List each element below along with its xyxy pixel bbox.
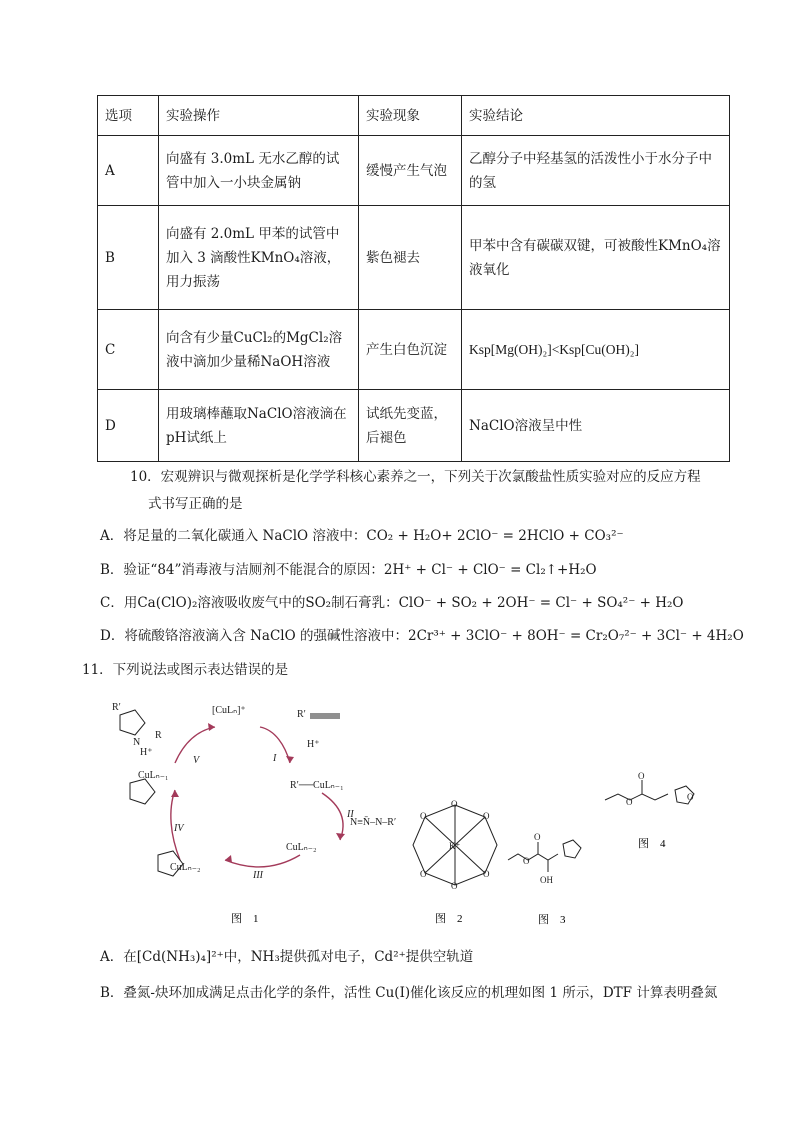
crown-oxygen: O xyxy=(420,811,427,821)
header-phenomenon: 实验现象 xyxy=(359,96,462,136)
q10-option-d: D．将硫酸铬溶液滴入含 NaClO 的强碱性溶液中：2Cr³⁺ + 3ClO⁻ + 8OH⁻ = Cr₂O₇²⁻ + 3Cl⁻ + 4H₂O xyxy=(100,628,744,644)
label-intermediate-4: CuLₙ₋₁ xyxy=(138,770,169,781)
table-row xyxy=(98,206,730,310)
fig3-carbonyl-oxygen: O xyxy=(534,832,541,842)
label-intermediate-3: CuLₙ₋₂ xyxy=(286,842,317,853)
row-conclusion: 乙醇分子中羟基氢的活泼性小于水分子中的氢 xyxy=(462,136,730,206)
crown-oxygen: O xyxy=(420,869,427,879)
q11-stem: 11．下列说法或图示表达错误的是 xyxy=(82,662,289,678)
step-i: I xyxy=(273,753,277,764)
potassium-ion: K⁺ xyxy=(449,841,461,851)
cycle-arrow-ii xyxy=(322,793,343,840)
row-operation: 向含有少量CuCl₂的MgCl₂溶液中滴加少量稀NaOH溶液 xyxy=(159,310,359,390)
fig4-carbonyl-oxygen: O xyxy=(638,771,645,781)
label-cu-complex: [CuLₙ]⁺ xyxy=(212,705,246,716)
label-cu-acetylide: R′──CuLₙ₋₁ xyxy=(290,780,344,791)
row-operation: 用玻璃棒蘸取NaClO溶液滴在pH试纸上 xyxy=(159,390,359,462)
label-h-plus-2: H⁺ xyxy=(140,747,153,758)
triazole-ring-product xyxy=(120,710,145,735)
row-conclusion: 甲苯中含有碳碳双键，可被酸性KMnO₄溶液氧化 xyxy=(462,206,730,310)
figure-4-molecule xyxy=(600,770,730,852)
figure-1-caption: 图 1 xyxy=(231,913,259,925)
label-h-plus-1: H⁺ xyxy=(307,739,320,750)
fig3-chain xyxy=(508,854,558,860)
header-conclusion: 实验结论 xyxy=(462,96,730,136)
fig3-furan xyxy=(563,840,581,858)
table-header-row xyxy=(98,96,730,136)
figure-3-caption: 图 3 xyxy=(538,914,566,926)
q10-option-a: A．将足量的二氧化碳通入 NaClO 溶液中：CO₂ + H₂O+ 2ClO⁻ = 2HClO + CO₃²⁻ xyxy=(100,528,624,544)
crown-oxygen: O xyxy=(483,869,490,879)
table-row xyxy=(98,136,730,206)
figure-3-molecule xyxy=(503,830,613,928)
step-v: V xyxy=(193,755,200,766)
figure-4-caption: 图 4 xyxy=(638,838,666,850)
row-operation: 向盛有 3.0mL 无水乙醇的试管中加入一小块金属钠 xyxy=(159,136,359,206)
triazole-ring-int4 xyxy=(130,779,155,804)
q10-stem-line1: 10．宏观辨识与微观探析是化学学科核心素养之一，下列关于次氯酸盐性质实验对应的反应方程 xyxy=(130,469,701,485)
step-ii: II xyxy=(347,809,354,820)
cycle-arrow-iii xyxy=(225,855,300,867)
row-conclusion: Ksp[Mg(OH)₂]<Ksp[Cu(OH)₂] xyxy=(462,310,730,390)
fig3-ester-oxygen: O xyxy=(523,856,530,866)
label-alkyne-r: R′ xyxy=(297,709,306,720)
table-row xyxy=(98,390,730,462)
row-operation: 向盛有 2.0mL 甲苯的试管中加入 3 滴酸性KMnO₄溶液，用力振荡 xyxy=(159,206,359,310)
step-iv: IV xyxy=(174,823,184,834)
row-option: C xyxy=(98,310,159,390)
row-option: B xyxy=(98,206,159,310)
row-option: D xyxy=(98,390,159,462)
q10-option-b: B．验证“84”消毒液与洁厕剂不能混合的原因：2H⁺ + Cl⁻ + ClO⁻ = Cl₂↑+H₂O xyxy=(100,562,597,578)
row-conclusion: NaClO溶液呈中性 xyxy=(462,390,730,462)
row-option: A xyxy=(98,136,159,206)
label-r-prime: R′ xyxy=(112,702,121,713)
q11-option-a: A．在[Cd(NH₃)₄]²⁺中，NH₃提供孤对电子，Cd²⁺提供空轨道 xyxy=(100,949,474,965)
label-r: R xyxy=(155,730,162,741)
row-phenomenon: 缓慢产生气泡 xyxy=(359,136,462,206)
fig3-hydroxyl: OH xyxy=(540,875,553,885)
experiment-table xyxy=(97,95,730,462)
q11-option-b: B．叠氮-炔环加成满足点击化学的条件，活性 Cu(I)催化该反应的机理如图 1 所示，DTF 计算表明叠氮 xyxy=(100,985,718,1001)
fig4-chain xyxy=(605,794,668,800)
header-option: 选项 xyxy=(98,96,159,136)
figure-2-crown-ether xyxy=(405,795,505,927)
figure-2-caption: 图 2 xyxy=(435,913,463,925)
label-azide: N≡N̄–N–R′ xyxy=(350,817,397,828)
table-row xyxy=(98,310,730,390)
label-n: N xyxy=(133,737,141,748)
crown-oxygen: O xyxy=(451,881,458,891)
header-operation: 实验操作 xyxy=(159,96,359,136)
row-phenomenon: 产生白色沉淀 xyxy=(359,310,462,390)
row-phenomenon: 试纸先变蓝，后褪色 xyxy=(359,390,462,462)
crown-oxygen: O xyxy=(483,811,490,821)
step-iii: III xyxy=(253,870,263,881)
q10-option-c: C．用Ca(ClO)₂溶液吸收废气中的SO₂制石膏乳：ClO⁻ + SO₂ + 2OH⁻ = Cl⁻ + SO₄²⁻ + H₂O xyxy=(100,595,684,611)
fig4-ester-oxygen: O xyxy=(626,797,633,807)
figure-1-catalytic-cycle xyxy=(100,695,400,930)
crown-oxygen: O xyxy=(451,799,458,809)
row-phenomenon: 紫色褪去 xyxy=(359,206,462,310)
fig4-furan-oxygen: O xyxy=(687,792,694,802)
q10-stem-line2: 式书写正确的是 xyxy=(148,496,243,512)
label-intermediate-5: CuLₙ₋₂ xyxy=(170,862,201,873)
